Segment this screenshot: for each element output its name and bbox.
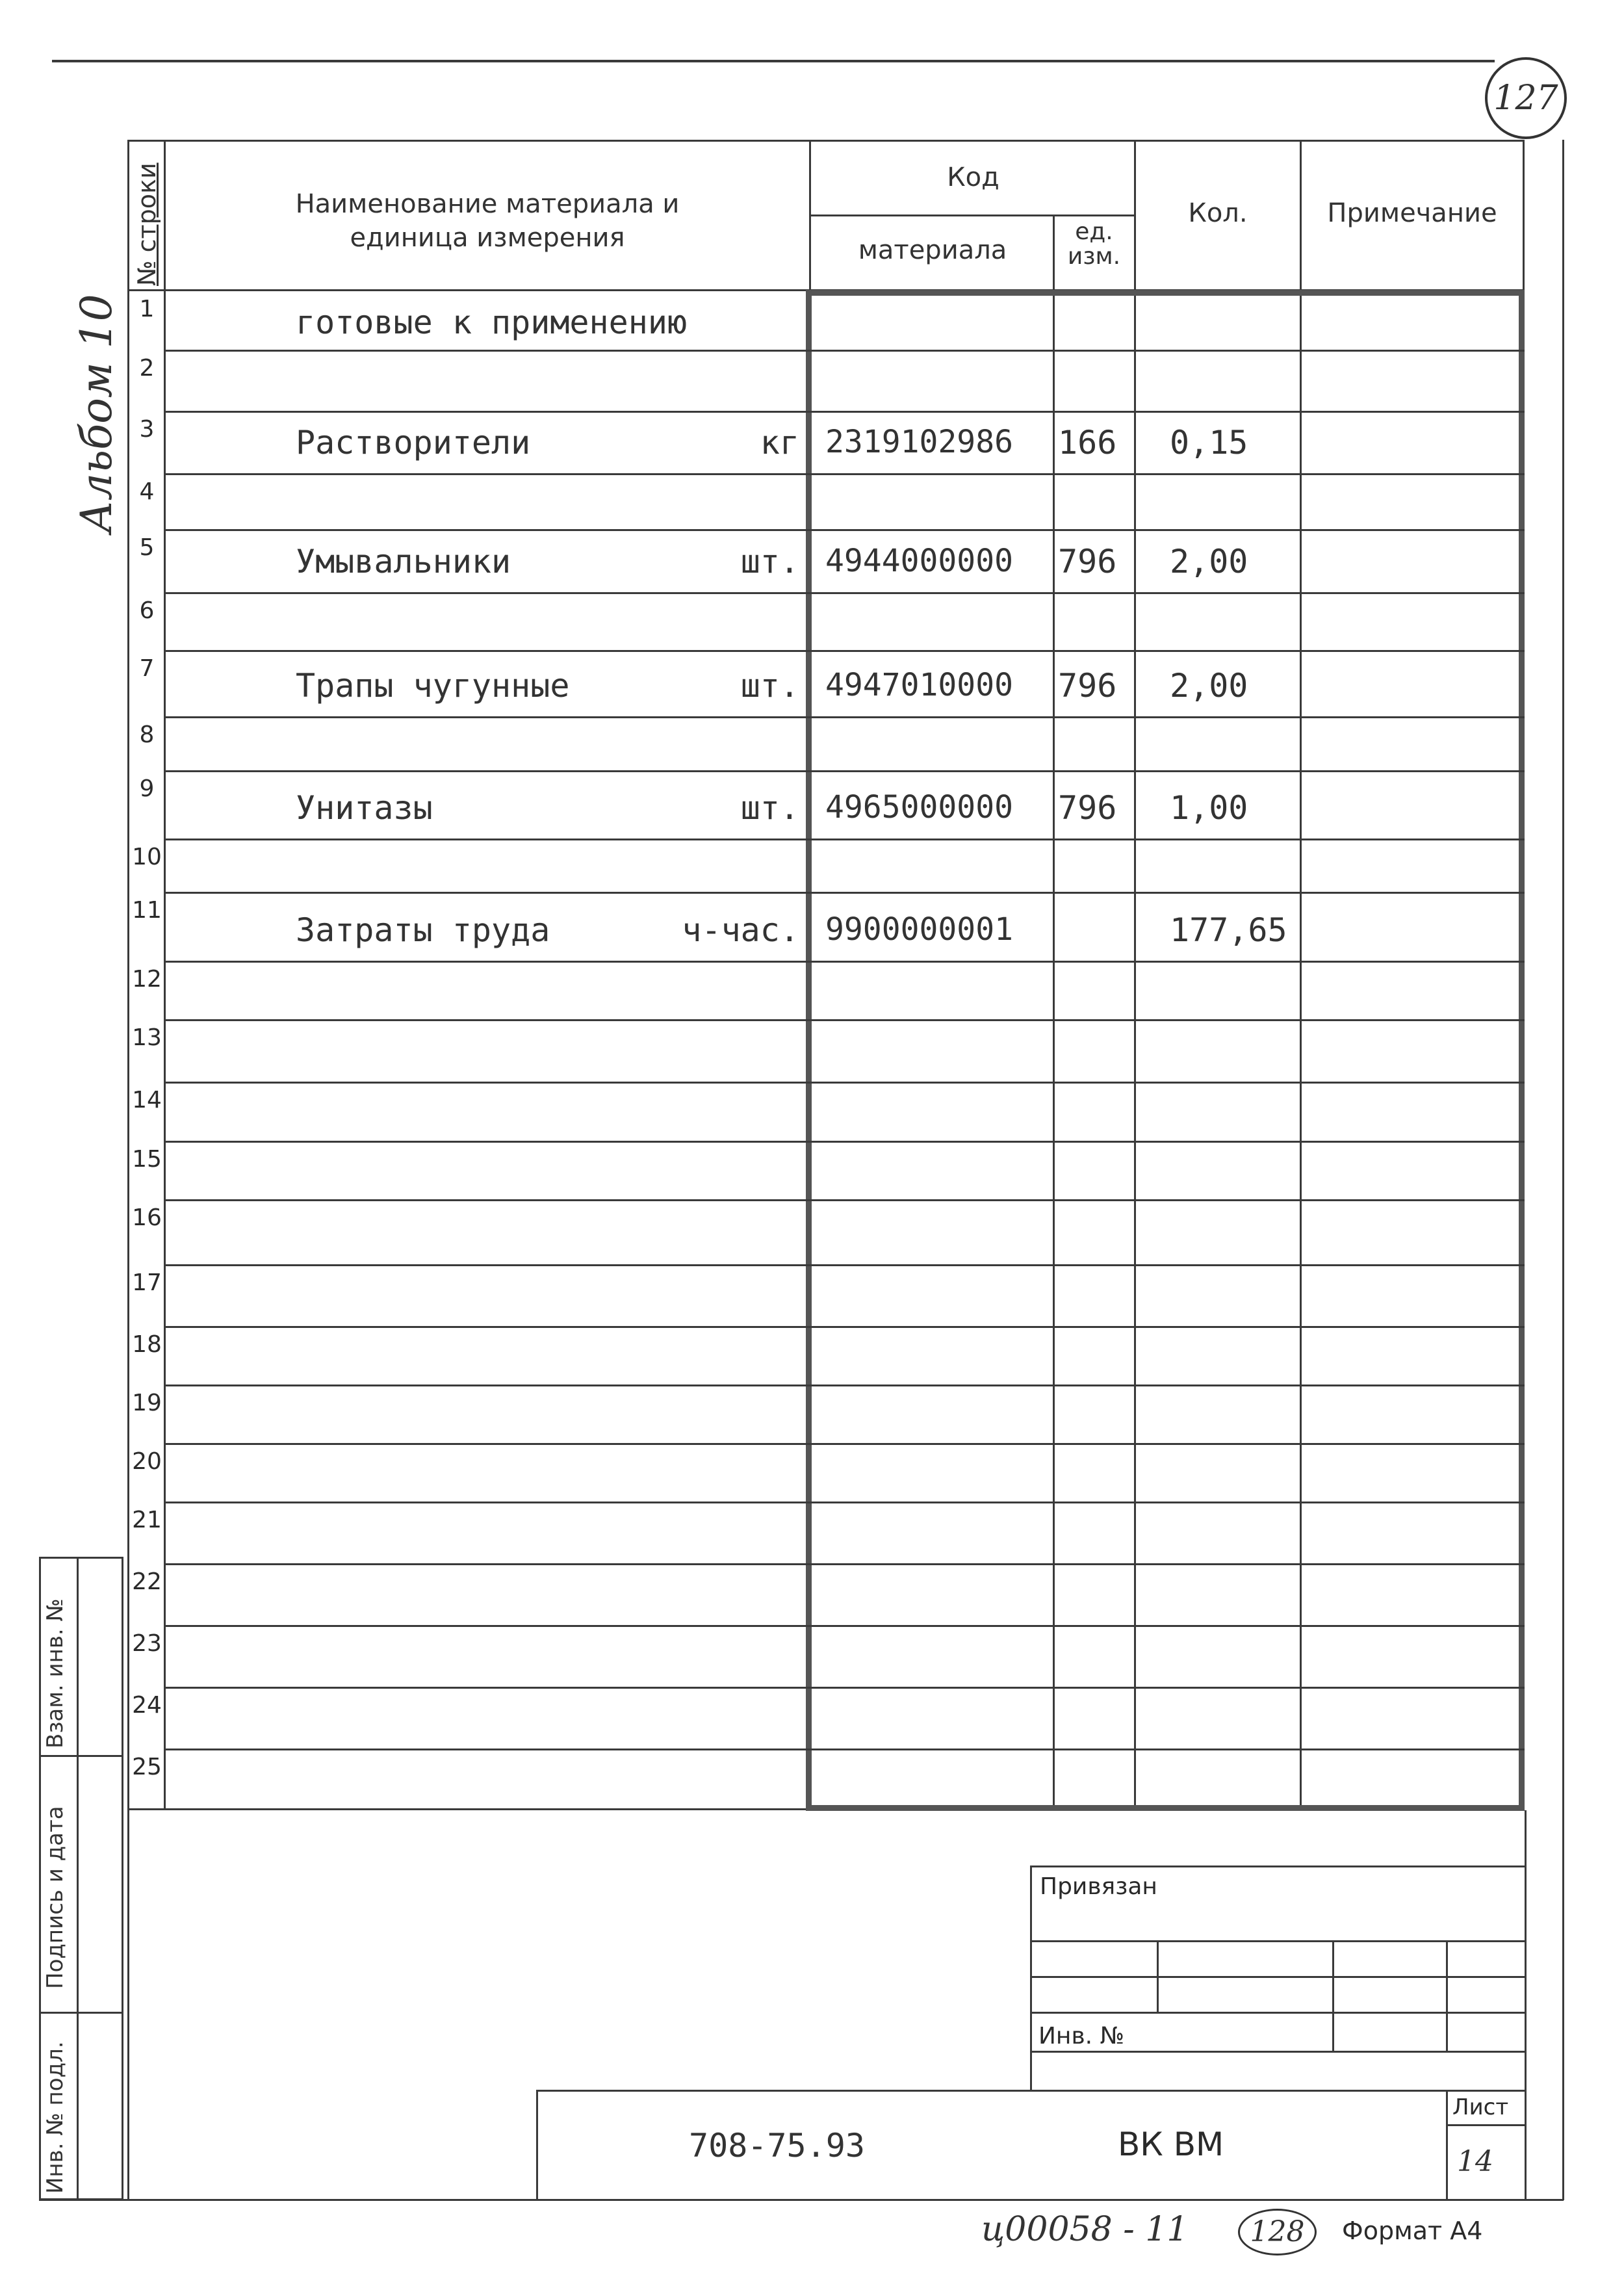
privyazan-line-4: [1030, 2051, 1525, 2053]
frame-bottom: [39, 2199, 1564, 2201]
side-stamp-line-2: [39, 2012, 123, 2014]
row-material-code: 9900000001: [825, 911, 1013, 948]
row-unit-code: 166: [1058, 424, 1117, 462]
row-number: 9: [139, 775, 155, 802]
title-block-left: [536, 2090, 538, 2200]
row-qty: 2,00: [1170, 667, 1248, 705]
row-separator: [164, 473, 1525, 475]
row-separator: [164, 1384, 1525, 1386]
side-stamp-split: [77, 1557, 79, 2200]
row-number: 21: [132, 1507, 162, 1533]
row-number: 23: [132, 1630, 162, 1657]
title-block-top: [536, 2090, 1525, 2092]
list-split: [1446, 2124, 1525, 2126]
album-label: [71, 294, 122, 533]
row-separator: [164, 1141, 1525, 1143]
row-separator: [164, 1748, 1525, 1750]
row-number: 24: [132, 1692, 162, 1719]
frame-right-outer: [1562, 140, 1564, 2200]
row-name: готовые к применению: [296, 304, 688, 341]
row-separator: [164, 1326, 1525, 1328]
header-row-no: № строки: [133, 162, 161, 286]
row-separator: [164, 716, 1525, 718]
row-number: 11: [132, 897, 162, 924]
row-number: 13: [132, 1024, 162, 1051]
row-number: 12: [132, 966, 162, 993]
page-number-circle: [1485, 57, 1567, 139]
row-unit-code: 796: [1058, 667, 1117, 705]
row-separator: [164, 350, 1525, 352]
col-line-unit: [1134, 140, 1136, 1810]
format-label: Формат А4: [1342, 2216, 1483, 2245]
row-unit-code: 796: [1058, 543, 1117, 580]
row-separator: [164, 1019, 1525, 1021]
circle-number-text: 128: [1250, 2215, 1305, 2248]
handwritten-code: ц00058 - 11: [981, 2210, 1189, 2249]
row-name: Трапы чугунные: [296, 667, 570, 705]
list-value: 14: [1457, 2145, 1493, 2178]
row-separator: [164, 529, 1525, 531]
row-separator: [164, 1199, 1525, 1201]
row-separator: [164, 1082, 1525, 1084]
row-number: 7: [139, 655, 155, 682]
row-separator: [164, 1443, 1525, 1445]
side-stamp-line-1: [39, 1755, 123, 1757]
privyazan-line-2: [1030, 1976, 1525, 1978]
row-name: Растворители: [296, 424, 531, 462]
body-left-thick: [806, 290, 812, 1811]
album-label-text: Альбом 10: [71, 294, 122, 533]
header-note: Примечание: [1327, 198, 1497, 228]
frame-left-lower: [127, 1810, 129, 2200]
privyazan-col-2: [1332, 1940, 1334, 2051]
row-separator: [164, 1625, 1525, 1627]
row-number: 5: [139, 534, 155, 561]
header-qty: Кол.: [1188, 198, 1248, 228]
row-number: 16: [132, 1204, 162, 1231]
privyazan-top: [1030, 1866, 1525, 1867]
row-unit-text: шт.: [740, 789, 799, 827]
row-number: 18: [132, 1331, 162, 1358]
privyazan-line-3: [1030, 2012, 1525, 2014]
row-number: 3: [139, 416, 155, 443]
row-number: 6: [139, 597, 155, 624]
header-name: Наименование материала и единица измерения: [295, 189, 680, 253]
title-block-list-left: [1446, 2090, 1448, 2200]
row-separator: [164, 1687, 1525, 1689]
top-rule: [52, 60, 1495, 62]
row-number: 20: [132, 1448, 162, 1475]
code-split-line: [809, 214, 1134, 216]
row-qty: 1,00: [1170, 789, 1248, 827]
row-separator: [164, 1502, 1525, 1503]
row-unit-text: шт.: [740, 543, 799, 580]
col-line-num: [164, 140, 166, 1810]
doc-code: ВК ВМ: [1118, 2126, 1224, 2163]
row-material-code: 4947010000: [825, 667, 1013, 703]
row-number: 17: [132, 1269, 162, 1296]
row-qty: 2,00: [1170, 543, 1248, 580]
header-unit: ед. изм.: [1067, 218, 1121, 270]
frame-right-inner: [1525, 1810, 1527, 2200]
body-bottom-thick: [806, 1805, 1525, 1811]
row-material-code: 4965000000: [825, 789, 1013, 826]
header-material: материала: [858, 235, 1007, 265]
privyazan-col-1: [1157, 1940, 1159, 2012]
doc-number: 708-75.93: [689, 2127, 865, 2164]
page-number: 127: [1493, 79, 1558, 118]
row-number: 25: [132, 1754, 162, 1780]
row-number: 15: [132, 1146, 162, 1173]
privyazan-line-1: [1030, 1940, 1525, 1942]
row-separator: [164, 838, 1525, 840]
row-name: Затраты труда: [296, 911, 550, 949]
row-number: 14: [132, 1087, 162, 1113]
row-name: Унитазы: [296, 789, 433, 827]
body-right-thick: [1519, 290, 1525, 1811]
row-separator: [164, 892, 1525, 894]
row-separator: [164, 961, 1525, 963]
row-material-code: 2319102986: [825, 424, 1013, 460]
side-label-podpis: Подпись и дата: [42, 1806, 68, 1989]
col-line-code: [1053, 214, 1055, 1810]
row-material-code: 4944000000: [825, 543, 1013, 579]
row-unit-text: шт.: [740, 667, 799, 705]
col-line-qty: [1300, 140, 1302, 1810]
table-frame: [127, 140, 1525, 1810]
privyazan-label: Привязан: [1040, 1873, 1157, 1900]
row-separator: [164, 592, 1525, 594]
row-separator: [164, 411, 1525, 413]
row-qty: 0,15: [1170, 424, 1248, 462]
row-number: 10: [132, 844, 162, 870]
row-qty: 177,65: [1170, 911, 1287, 949]
row-separator: [164, 1563, 1525, 1565]
side-label-inv-podl: Инв. № подл.: [42, 2041, 68, 2194]
row-number: 2: [139, 355, 155, 382]
side-label-vzam: Взам. инв. №: [42, 1598, 68, 1748]
circle-number: [1238, 2209, 1317, 2256]
row-number: 4: [139, 478, 155, 505]
row-separator: [164, 1264, 1525, 1266]
row-separator: [164, 650, 1525, 652]
row-number: 8: [139, 722, 155, 748]
row-separator: [164, 770, 1525, 772]
row-unit-text: кг: [760, 424, 799, 462]
row-number: 22: [132, 1568, 162, 1595]
header-code: Код: [947, 162, 999, 192]
privyazan-col-3: [1446, 1940, 1448, 2051]
row-number: 1: [139, 296, 155, 322]
inv-no-label: Инв. №: [1038, 2023, 1125, 2049]
body-top-thick: [806, 290, 1524, 296]
row-name: Умывальники: [296, 543, 511, 580]
list-label: Лист: [1452, 2094, 1509, 2120]
row-unit-code: 796: [1058, 789, 1117, 827]
row-number: 19: [132, 1390, 162, 1416]
row-unit-text: ч-час.: [682, 911, 799, 949]
